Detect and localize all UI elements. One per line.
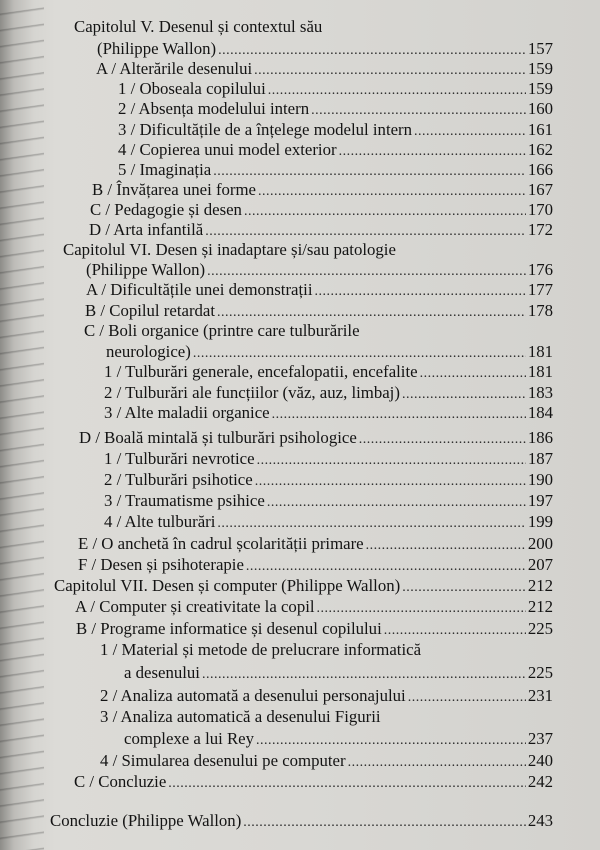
toc-entry: [79, 427, 553, 449]
dot-leader: [256, 730, 526, 752]
entry-label: 1 / Tulburări generale, encefalopatii, encefalite: [104, 362, 418, 381]
page-number: 200: [527, 534, 553, 553]
toc-entry: [90, 199, 553, 221]
page-number: 231: [527, 686, 553, 705]
entry-label: 4 / Simularea desenului pe computer: [100, 751, 346, 770]
toc-entry: [76, 618, 553, 640]
page-number: 177: [527, 280, 553, 299]
entry-label: C / Concluzie: [74, 772, 167, 791]
toc-entry: [104, 469, 553, 491]
entry-label: D / Boală mintală și tulburări psihologice: [79, 428, 357, 447]
toc-entry: [86, 259, 553, 281]
page-number: 225: [527, 663, 553, 682]
toc-entry: [106, 341, 553, 363]
entry-label: 4 / Copierea unui model exterior: [118, 140, 337, 159]
page-number: 159: [527, 79, 553, 98]
toc-entry: [89, 219, 553, 241]
entry-label: complexe a lui Rey: [124, 729, 255, 748]
toc-entry: [92, 179, 553, 201]
toc-entry: [118, 159, 553, 181]
page-number: 176: [527, 260, 553, 279]
toc-entry-first-line: 1 / Material și metode de prelucrare informatică: [100, 640, 422, 659]
entry-label: E / O anchetă în cadrul școlarității primare: [78, 534, 364, 553]
dot-leader: [202, 664, 526, 686]
dot-leader: [408, 687, 526, 709]
page-number: 157: [527, 39, 553, 58]
toc-entry: [85, 300, 553, 322]
dot-leader: [272, 404, 526, 426]
entry-label: B / Copilul retardat: [85, 301, 216, 320]
toc-entry: [100, 750, 553, 772]
entry-label: A / Alterările desenului: [96, 59, 253, 78]
entry-label: Capitolul VII. Desen și computer (Philippe Wallon): [54, 576, 401, 595]
page-number: 197: [527, 491, 553, 510]
entry-label: (Philippe Wallon): [86, 260, 206, 279]
toc-entry: [124, 728, 553, 750]
toc-entry: [78, 533, 553, 555]
page-number: 181: [527, 362, 553, 381]
entry-label: 5 / Imaginația: [118, 160, 212, 179]
page-number: 186: [527, 428, 553, 447]
toc-entry: [75, 596, 553, 618]
page-number: 161: [527, 120, 553, 139]
entry-label: 2 / Tulburări ale funcțiilor (văz, auz, limbaj): [104, 383, 400, 402]
toc-entry-first-line: 3 / Analiza automatică a desenului Figurii: [100, 707, 381, 726]
page-number: 187: [527, 449, 553, 468]
page-number: 170: [527, 200, 553, 219]
page-number: 240: [527, 751, 553, 770]
page-number: 183: [527, 383, 553, 402]
page-number: 225: [527, 619, 553, 638]
toc-entry: [104, 448, 553, 470]
entry-label: 1 / Tulburări nevrotice: [104, 449, 255, 468]
page-number: 212: [527, 597, 553, 616]
page-number: 162: [527, 140, 553, 159]
page-number: 160: [527, 99, 553, 118]
toc-entry: [104, 402, 553, 424]
page-number: 159: [527, 59, 553, 78]
entry-label: 3 / Dificultățile de a înțelege modelul intern: [118, 120, 413, 139]
page-number: 212: [527, 576, 553, 595]
toc-entry: [104, 511, 553, 533]
entry-label: 3 / Alte maladii organice: [104, 403, 270, 422]
toc-entry: [118, 78, 553, 100]
toc-entry: [78, 554, 553, 576]
entry-label: 2 / Absența modelului intern: [118, 99, 310, 118]
page-number: 190: [527, 470, 553, 489]
entry-label: B / Programe informatice și desenul copilului: [76, 619, 382, 638]
page-number: 166: [527, 160, 553, 179]
entry-label: 2 / Analiza automată a desenului personajului: [100, 686, 406, 705]
toc-entry: [97, 38, 553, 60]
toc-entry: [86, 279, 553, 301]
dot-leader: [243, 812, 526, 834]
dot-leader: [317, 598, 526, 620]
toc-entry: [104, 490, 553, 512]
page-number: 172: [527, 220, 553, 239]
entry-label: B / Învățarea unei forme: [92, 180, 257, 199]
entry-label: 1 / Oboseala copilului: [118, 79, 266, 98]
chapter-6-title: Capitolul VI. Desen și inadaptare și/sau patologie: [63, 240, 396, 259]
page-number: 207: [527, 555, 553, 574]
toc-entry: [118, 139, 553, 161]
conclusion-entry: [50, 810, 553, 832]
toc-entry: [118, 98, 553, 120]
dot-leader: [168, 773, 526, 795]
page-number: 167: [527, 180, 553, 199]
toc-entry: [118, 119, 553, 141]
toc-entry: [124, 662, 553, 684]
toc-entry: [74, 771, 553, 793]
page-number: 181: [527, 342, 553, 361]
entry-label: 4 / Alte tulburări: [104, 512, 216, 531]
toc-entry: [96, 58, 553, 80]
entry-label: a desenului: [124, 663, 200, 682]
chapter-5-title: Capitolul V. Desenul și contextul său: [74, 17, 323, 36]
chapter-7-title: [54, 575, 553, 597]
toc-entry: [104, 382, 553, 404]
page-number: 184: [527, 403, 553, 422]
page-number: 178: [527, 301, 553, 320]
toc-entry-first-line: C / Boli organice (printre care tulburările: [84, 321, 360, 340]
dot-leader: [217, 513, 525, 535]
entry-label: 3 / Traumatisme psihice: [104, 491, 265, 510]
page-number: 199: [527, 512, 553, 531]
page-number: 243: [527, 811, 553, 830]
toc-entry: [104, 361, 553, 383]
entry-label: neurologice): [106, 342, 191, 361]
entry-label: 2 / Tulburări psihotice: [104, 470, 253, 489]
toc-entry: [100, 685, 553, 707]
entry-label: A / Computer și creativitate la copil: [75, 597, 315, 616]
entry-label: F / Desen și psihoterapie: [78, 555, 244, 574]
entry-label: A / Dificultățile unei demonstrații: [86, 280, 313, 299]
entry-label: D / Arta infantilă: [89, 220, 204, 239]
entry-label: Concluzie (Philippe Wallon): [50, 811, 242, 830]
entry-label: (Philippe Wallon): [97, 39, 217, 58]
entry-label: C / Pedagogie și desen: [90, 200, 242, 219]
page-number: 237: [527, 729, 553, 748]
page-number: 242: [527, 772, 553, 791]
